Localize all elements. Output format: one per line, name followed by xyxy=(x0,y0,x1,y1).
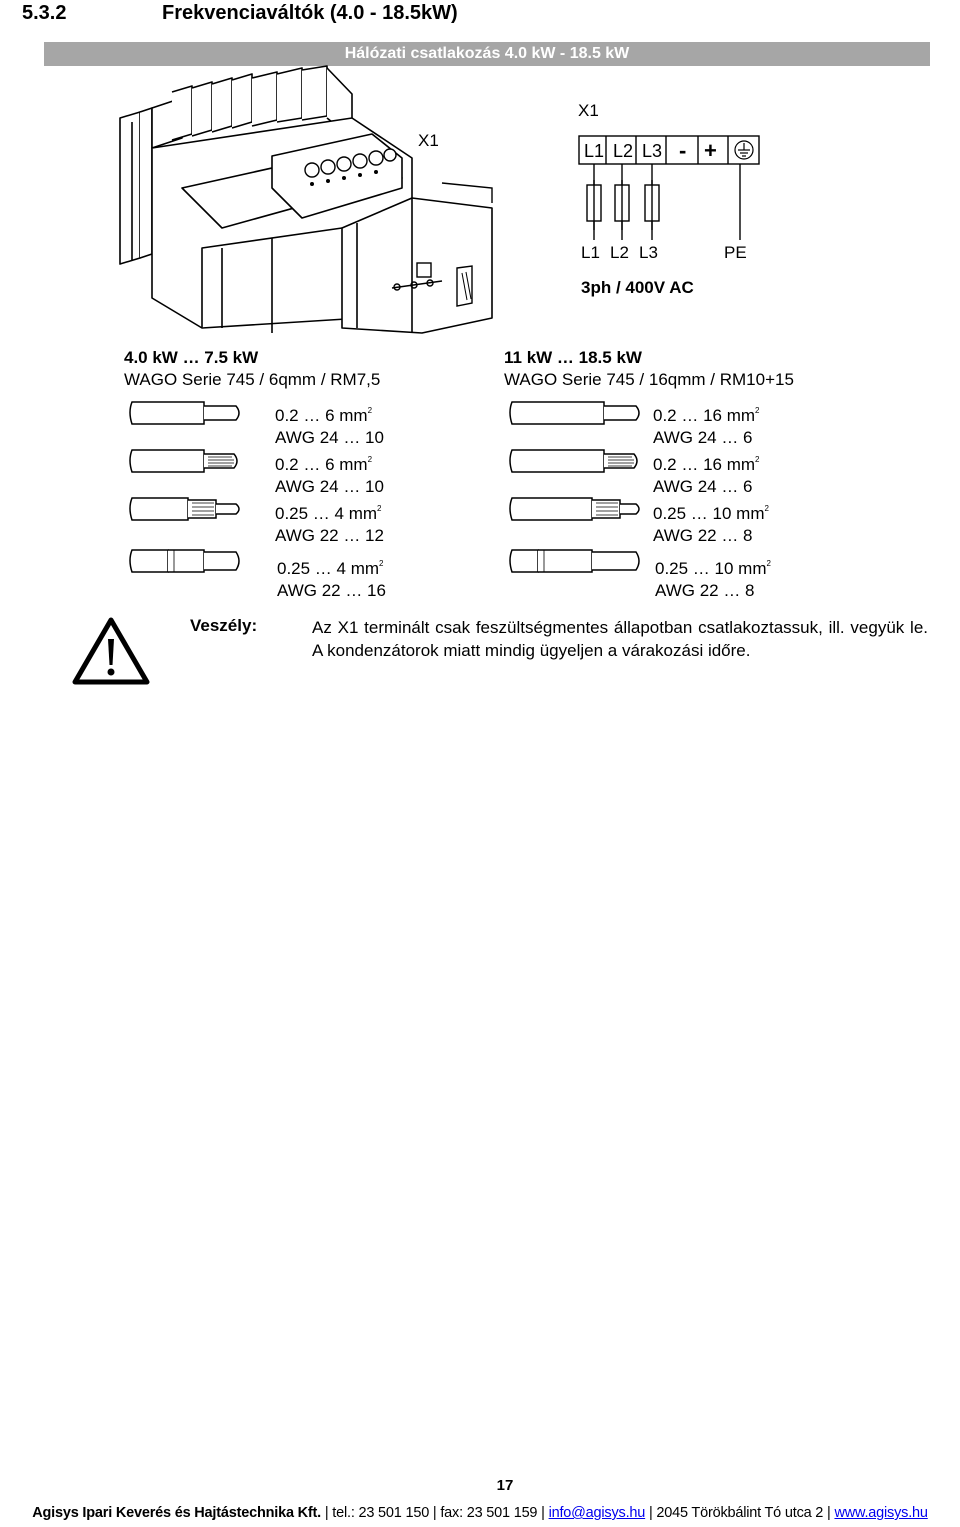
warning-triangle-icon xyxy=(72,617,150,685)
device-illustration xyxy=(112,78,502,338)
right-spec-3 xyxy=(653,498,769,547)
spec-range: 0.2 … 6 mm xyxy=(275,406,368,425)
stranded-wire-icon xyxy=(510,450,604,472)
right-spec-2 xyxy=(653,449,760,498)
terminal-plus: + xyxy=(704,138,717,163)
left-spec-4 xyxy=(277,553,386,602)
device-x1-label: X1 xyxy=(418,131,439,150)
spec-range: 0.2 … 16 mm xyxy=(653,455,756,474)
ferrule-wire-icon xyxy=(510,550,538,572)
footer-separator: | xyxy=(648,1505,653,1521)
page-number: 17 xyxy=(496,1477,514,1494)
spec-awg: AWG 22 … 8 xyxy=(653,526,753,545)
spec-sup: 2 xyxy=(764,504,769,513)
footer-web-link[interactable]: www.agisys.hu xyxy=(834,1505,928,1521)
right-spec-4 xyxy=(655,553,771,602)
stranded-wire-icon xyxy=(130,450,204,472)
footer-fax: fax: 23 501 159 xyxy=(440,1505,538,1521)
terminal-l1: L1 xyxy=(584,141,605,161)
left-power-range: 4.0 kW … 7.5 kW xyxy=(124,348,259,367)
supply-l1-label: L1 xyxy=(581,243,600,262)
solid-wire-icon xyxy=(130,402,204,424)
terminal-x1-label: X1 xyxy=(578,101,599,120)
right-spec-1 xyxy=(653,400,760,449)
section-banner: Hálózati csatlakozás 4.0 kW - 18.5 kW xyxy=(44,42,930,66)
terminal-l3: L3 xyxy=(642,141,663,161)
spec-awg: AWG 24 … 10 xyxy=(275,428,384,447)
left-spec-1 xyxy=(275,400,384,449)
ferrule-collar-wire-icon xyxy=(130,498,188,520)
footer-tel: tel.: 23 501 150 xyxy=(332,1505,430,1521)
warning-label: Veszély: xyxy=(190,616,258,635)
right-connector-type: WAGO Serie 745 / 16qmm / RM10+15 xyxy=(504,370,794,389)
spec-range: 0.25 … 10 mm xyxy=(653,504,765,523)
spec-sup: 2 xyxy=(379,559,384,568)
footer-address: 2045 Törökbálint Tó utca 2 xyxy=(656,1505,824,1521)
right-power-range: 11 kW … 18.5 kW xyxy=(504,348,642,367)
supply-l3-label: L3 xyxy=(639,243,658,262)
footer-separator: | xyxy=(432,1505,437,1521)
spec-awg: AWG 22 … 12 xyxy=(275,526,384,545)
spec-awg: AWG 24 … 10 xyxy=(275,477,384,496)
terminal-l2: L2 xyxy=(613,141,634,161)
spec-range: 0.25 … 4 mm xyxy=(275,504,378,523)
spec-sup: 2 xyxy=(755,406,760,415)
spec-range: 0.2 … 6 mm xyxy=(275,455,368,474)
section-title: Frekvenciaváltók (4.0 - 18.5kW) xyxy=(162,2,458,24)
spec-awg: AWG 24 … 6 xyxy=(653,428,753,447)
spec-range: 0.25 … 4 mm xyxy=(277,559,380,578)
terminal-minus: - xyxy=(679,138,687,163)
supply-l2-label: L2 xyxy=(610,243,629,262)
terminal-strip xyxy=(579,139,759,163)
wire-icons-left xyxy=(128,398,248,583)
spec-awg: AWG 22 … 16 xyxy=(277,581,386,600)
solid-wire-icon xyxy=(510,402,604,424)
left-spec-3 xyxy=(275,498,384,547)
pe-label: PE xyxy=(724,243,747,262)
ferrule-collar-wire-icon xyxy=(510,498,592,520)
footer-company: Agisys Ipari Keverés és Hajtástechnika Kft. xyxy=(32,1505,322,1521)
footer-separator: | xyxy=(541,1505,545,1521)
spec-sup: 2 xyxy=(367,406,373,415)
spec-awg: AWG 24 … 6 xyxy=(653,477,753,496)
spec-sup: 2 xyxy=(766,559,771,568)
left-spec-2 xyxy=(275,449,384,498)
left-connector-type: WAGO Serie 745 / 6qmm / RM7,5 xyxy=(124,370,381,389)
supply-voltage: 3ph / 400V AC xyxy=(581,278,694,297)
ferrule-wire-icon xyxy=(130,550,168,572)
spec-awg: AWG 22 … 8 xyxy=(655,581,755,600)
section-heading xyxy=(22,2,458,25)
warning-text: Az X1 terminált csak feszültségmentes állapotban csatlakoztassuk, ill. vegyük le. A kondenzátorok miatt mindig ügyeljen a várakozási időre. xyxy=(312,618,928,660)
footer-separator: | xyxy=(324,1505,329,1521)
section-number: 5.3.2 xyxy=(22,2,67,24)
spec-sup: 2 xyxy=(755,455,760,464)
spec-sup: 2 xyxy=(377,504,382,513)
footer-separator: | xyxy=(827,1505,831,1521)
wire-icons-right xyxy=(508,398,648,583)
spec-range: 0.2 … 16 mm xyxy=(653,406,756,425)
spec-range: 0.25 … 10 mm xyxy=(655,559,767,578)
footer xyxy=(0,1505,960,1521)
footer-email-link[interactable]: info@agisys.hu xyxy=(548,1505,646,1521)
spec-sup: 2 xyxy=(367,455,373,464)
